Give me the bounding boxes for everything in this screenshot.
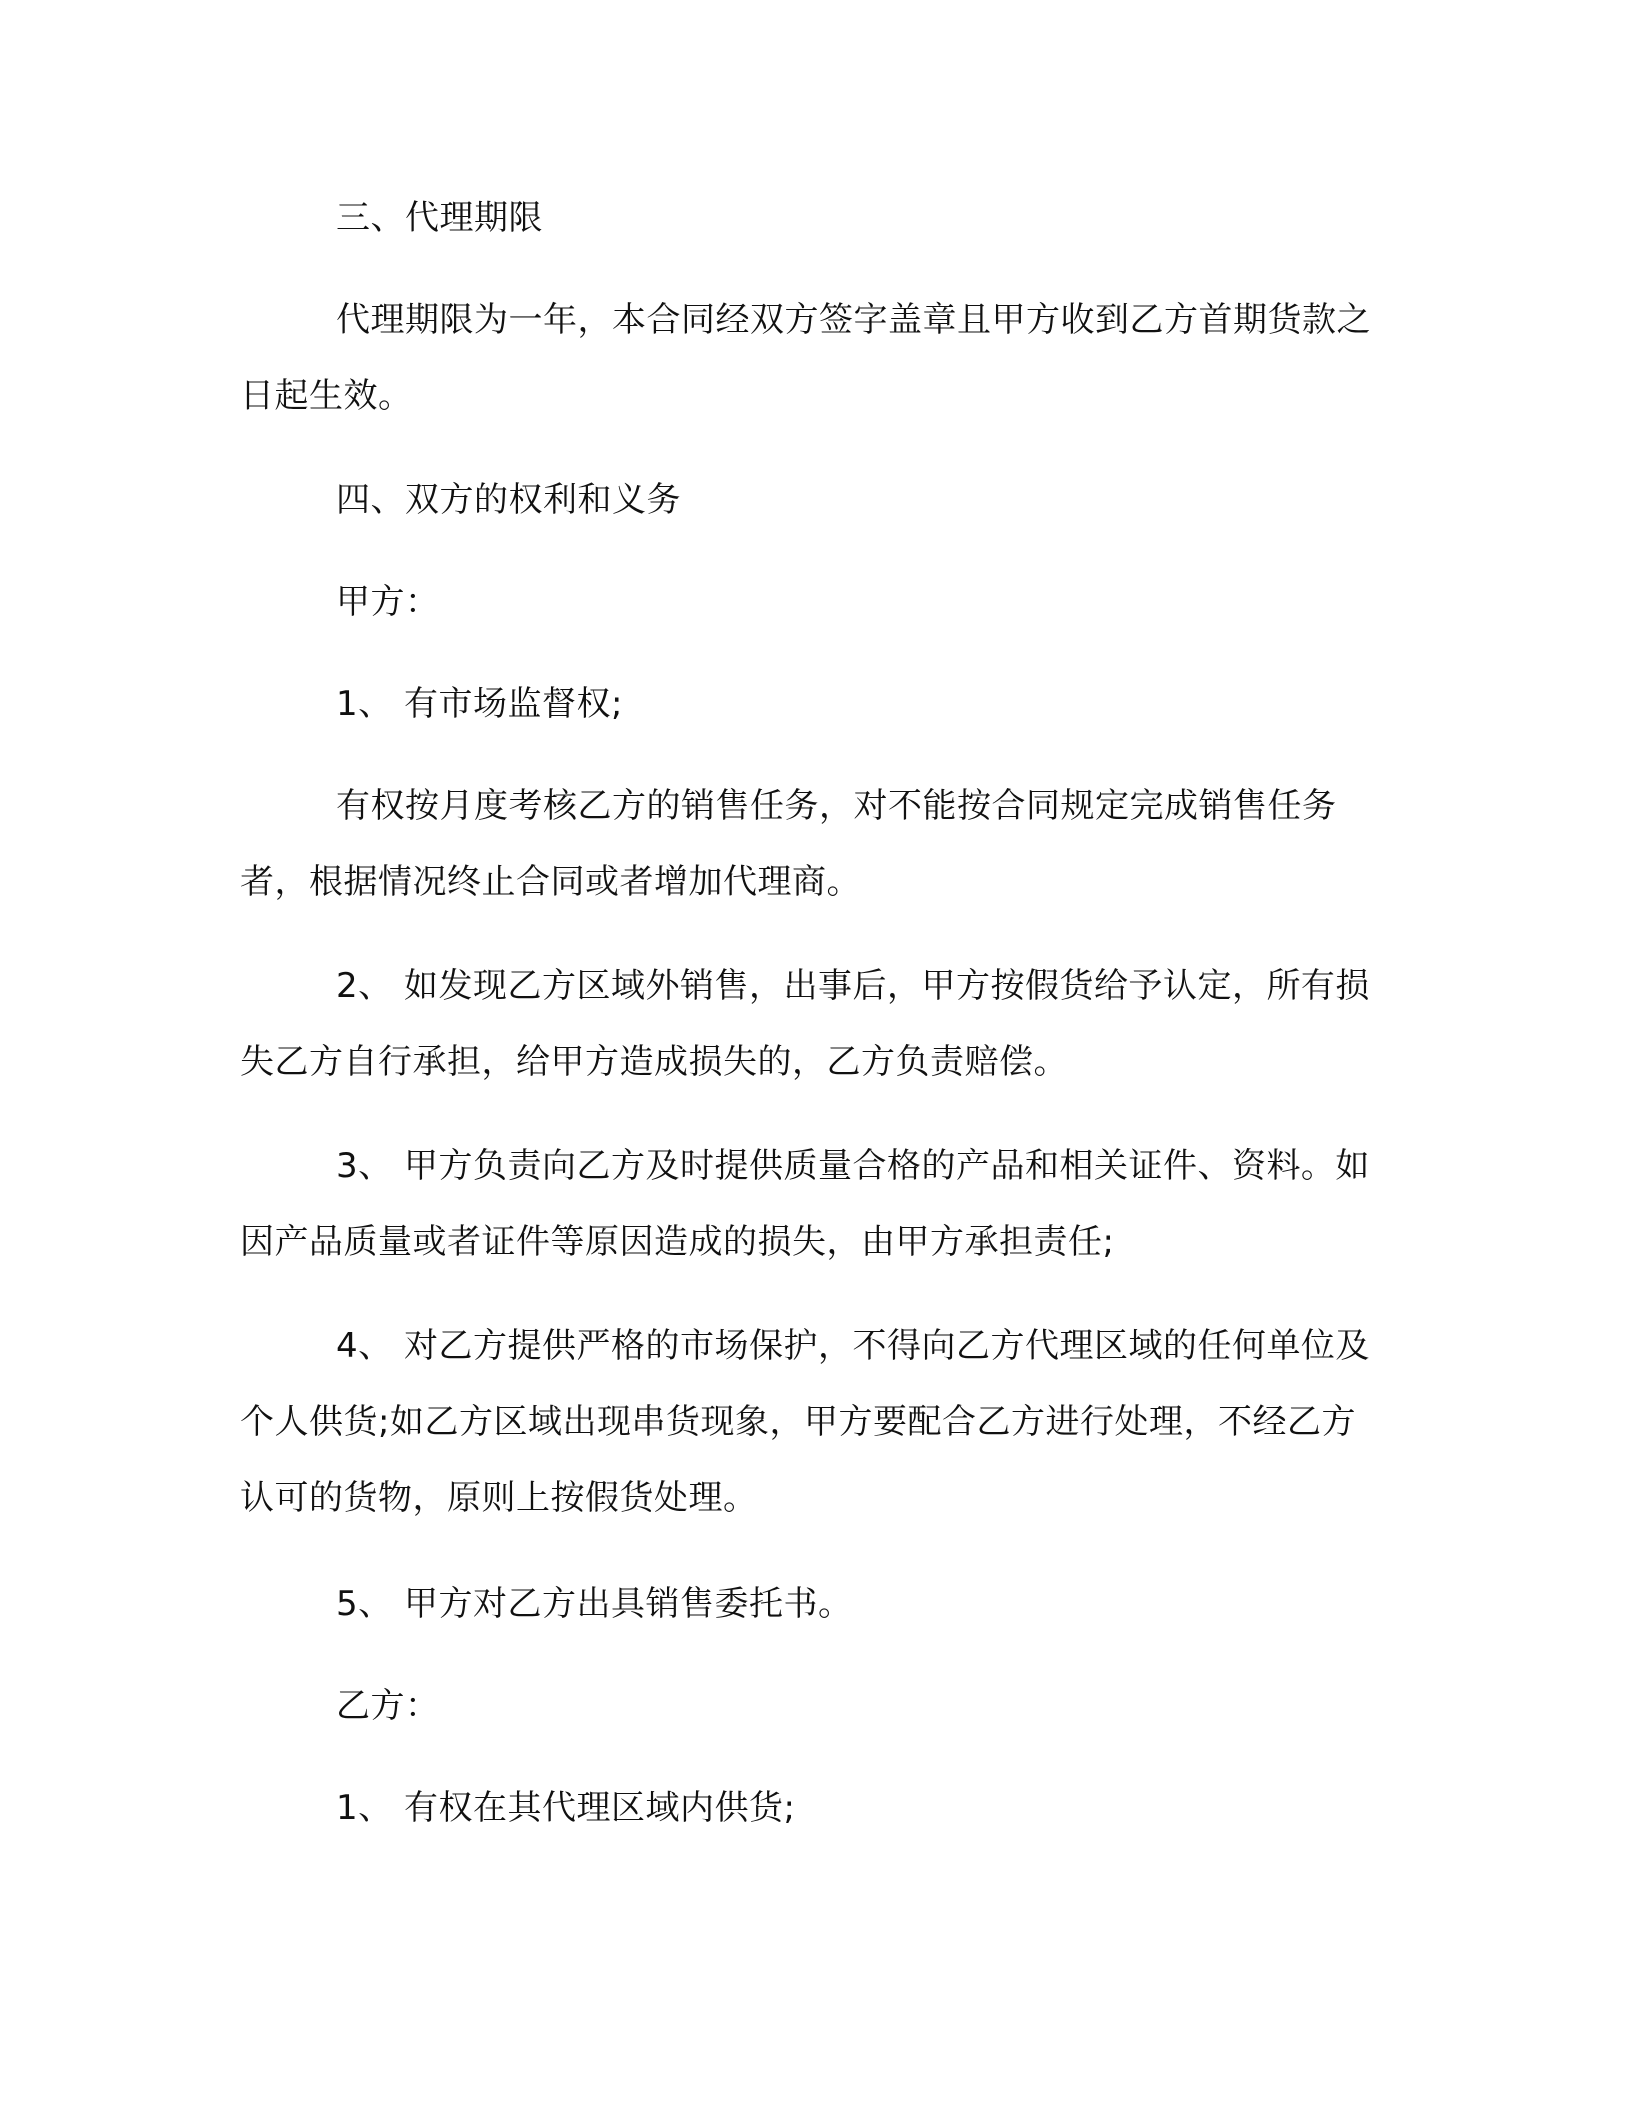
paragraph-term-text: 代理期限为一年，本合同经双方签字盖章且甲方收到乙方首期货款之日起生效。 (240, 300, 1371, 416)
party-a-item-4: 4、 对乙方提供严格的市场保护，不得向乙方代理区域的任何单位及个人供货;如乙方区域出现串货现象，甲方要配合乙方进行处理，不经乙方认可的货物，原则上按假货处理。 (240, 1326, 1370, 1518)
party-a-heading: 甲方： (336, 582, 440, 622)
party-a-item-1-detail: 有权按月度考核乙方的销售任务，对不能按合同规定完成销售任务者，根据情况终止合同或者增加代理商。 (240, 786, 1337, 902)
party-a-item-3: 3、 甲方负责向乙方及时提供质量合格的产品和相关证件、资料。如因产品质量或者证件等原因造成的损失，由甲方承担责任; (240, 1146, 1370, 1262)
section-heading-term: 三、代理期限 (336, 198, 543, 238)
section-heading-rights: 四、双方的权利和义务 (336, 480, 681, 520)
party-a-item-5: 5、 甲方对乙方出具销售委托书。 (336, 1584, 853, 1624)
party-b-heading: 乙方： (336, 1686, 440, 1726)
party-b-item-1: 1、 有权在其代理区域内供货; (336, 1788, 796, 1828)
party-a-item-1: 1、 有市场监督权; (336, 684, 623, 724)
party-a-item-2: 2、 如发现乙方区域外销售，出事后，甲方按假货给予认定，所有损失乙方自行承担，给甲方造成损失的，乙方负责赔偿。 (240, 966, 1370, 1082)
